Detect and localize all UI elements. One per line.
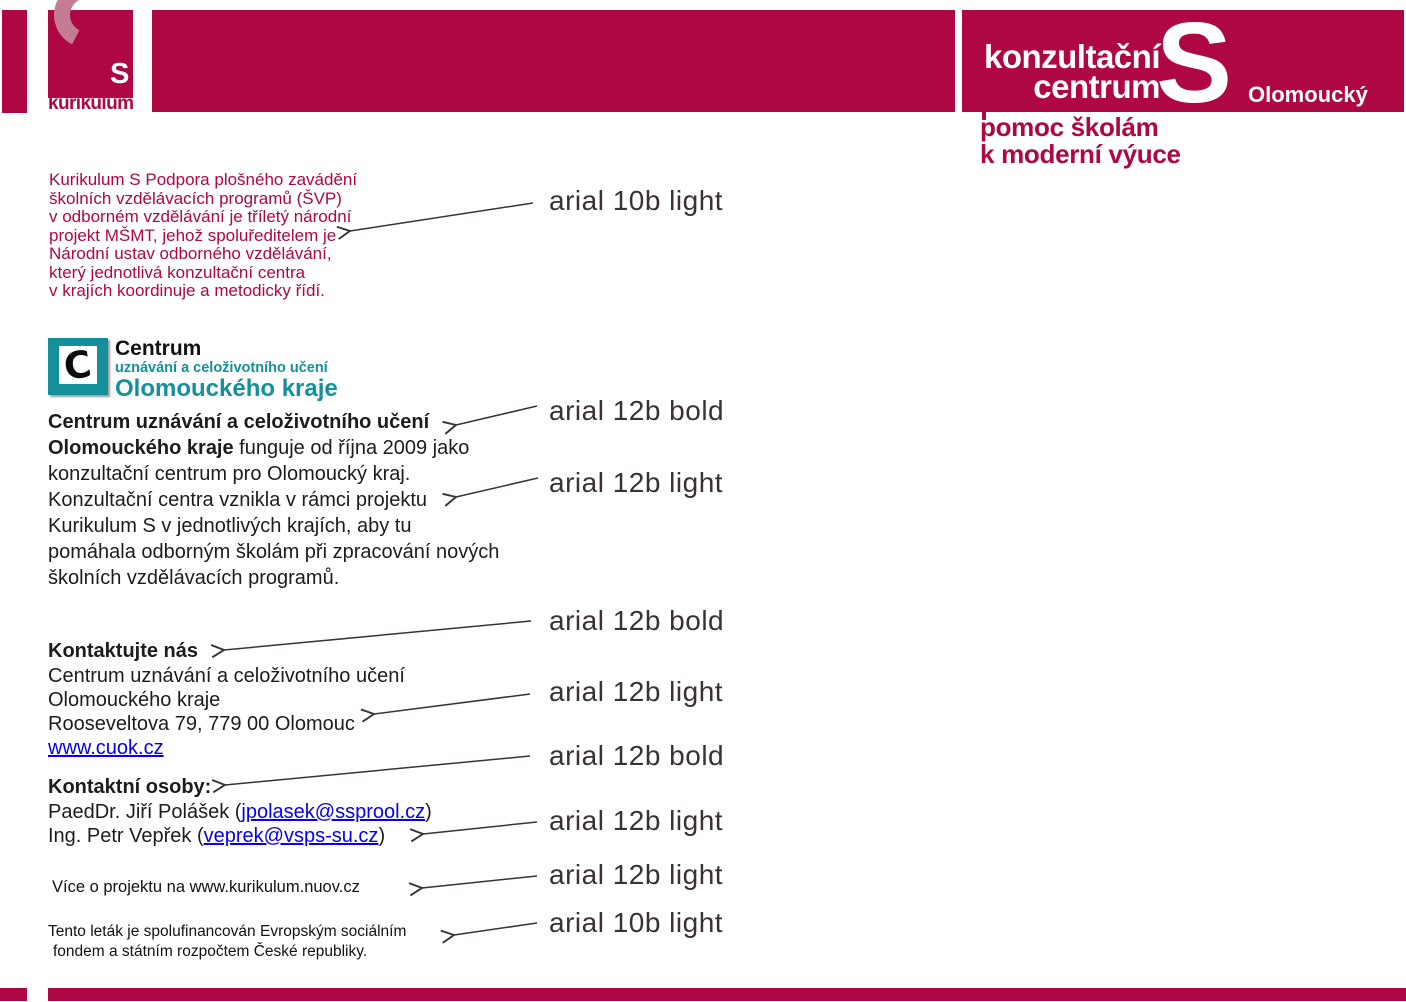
contact-heading: Kontaktujte nás: [48, 640, 199, 662]
intro-line: Kurikulum S Podpora plošného zavádění: [49, 170, 358, 189]
footer-bar-left-segment: [0, 988, 27, 1001]
brand-line1: konzultační: [983, 38, 1160, 75]
intro-line: projekt MŠMT, jehož spoluředitelem je: [49, 225, 337, 245]
kurikulum-logo-s: S: [110, 58, 130, 90]
centrum-logo-subtitle: uznávání a celoživotního učení: [115, 360, 328, 376]
tagline: [980, 114, 1181, 168]
brand-name: [880, 38, 1160, 105]
brand-big-s: S: [1156, 0, 1233, 127]
brand-region-label: Olomoucký kraj: [1248, 82, 1368, 133]
intro-line: v krajích koordinuje a metodicky řídí.: [49, 281, 325, 300]
person-1: [48, 800, 432, 824]
person-2-email-link[interactable]: veprek@vsps-su.cz: [203, 825, 379, 847]
intro-line: Národní ustav odborného vzdělávání,: [49, 244, 332, 263]
funding-line2: fondem a státním rozpočtem České republiky.: [53, 943, 368, 960]
intro-paragraph: [49, 171, 357, 301]
website-link[interactable]: www.cuok.cz: [48, 737, 164, 759]
type-annotation-label: arial 12b light: [549, 805, 724, 836]
centrum-logo-title: Centrum: [115, 337, 202, 360]
kurikulum-logo: [48, 0, 133, 113]
contact-org-line1: Centrum uznávání a celoživotního učení: [48, 665, 405, 687]
brand-line2: centrum: [1033, 68, 1160, 105]
type-annotation-label: arial 12b bold: [549, 740, 725, 771]
contact-org-line2: Olomouckého kraje: [48, 689, 221, 711]
type-annotation-label: arial 10b light: [549, 907, 724, 938]
intro-line: v odborném vzdělávání je tříletý národní: [49, 207, 352, 226]
person-2-name: Ing. Petr Vepřek (: [48, 825, 204, 847]
type-annotation-label: arial 12b bold: [549, 605, 725, 636]
kurikulum-wordmark: kurikulum: [48, 93, 133, 113]
type-annotation-label: arial 12b light: [549, 859, 724, 890]
about-bold-lead: Centrum uznávání a celoživotního učení Olomouckého kraje: [48, 411, 430, 459]
centrum-logo-inner-square: [59, 341, 97, 389]
person-1-name: PaedDr. Jiří Polášek (: [48, 801, 242, 823]
centrum-c-icon: C: [61, 341, 95, 389]
type-annotation-label: arial 12b light: [549, 467, 724, 498]
about-paragraph: [48, 409, 500, 591]
person-2-paren: ): [378, 825, 386, 847]
centrum-logo-region: Olomouckého kraje: [115, 375, 338, 402]
centrum-logo: [48, 338, 108, 395]
type-annotation-label: arial 10b light: [549, 185, 724, 216]
contact-block: [48, 664, 405, 760]
intro-line: který jednotlivá konzultační centra: [49, 262, 306, 282]
person-1-paren: ): [425, 801, 432, 823]
project-url-line: Více o projektu na www.kurikulum.nuov.cz: [52, 878, 360, 896]
type-annotation-label: arial 12b light: [549, 676, 724, 707]
about-body: funguje od října 2009 jako konzultační centrum pro Olomoucký kraj. Konzultační centra vznikla v rámci projektu Kurikulum S v jednotlivých krajích, aby tu pomáhala odborným školám při zpracování nových školních vzdělávacích programů.: [48, 437, 500, 589]
person-2: [48, 824, 385, 848]
funding-line1: Tento leták je spolufinancován Evropským sociálním: [48, 923, 407, 940]
contact-address: Rooseveltova 79, 779 00 Olomouc: [48, 713, 355, 735]
person-1-email-link[interactable]: jpolasek@ssprool.cz: [241, 801, 426, 823]
type-annotation-label: arial 12b bold: [549, 395, 725, 426]
tagline-line2: k moderní výuce: [980, 139, 1181, 169]
intro-line: školních vzdělávacích programů (ŠVP): [49, 188, 342, 208]
footer-bar: [48, 988, 1406, 1001]
header-left-strip: [2, 10, 27, 113]
persons-heading: Kontaktní osoby:: [48, 776, 212, 798]
funding-note: [48, 922, 406, 962]
tagline-line1: pomoc školám: [980, 112, 1159, 142]
